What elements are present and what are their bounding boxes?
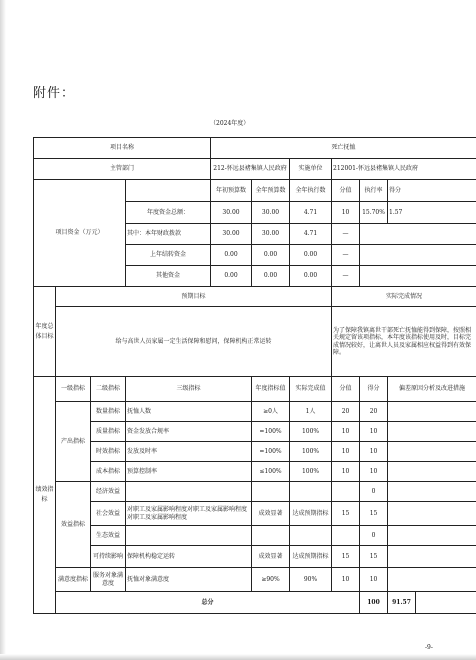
sustainable-target: 成效显著: [252, 546, 290, 568]
quality-name: 质量指标: [91, 422, 126, 442]
quantity-name: 数量指标: [91, 402, 126, 422]
service-score: 10: [332, 568, 360, 592]
ecological-deviation: [388, 526, 476, 546]
row-quantity: [34, 402, 476, 422]
overall-goal-label: 年度总体目标: [34, 287, 56, 377]
year-label: （2024年度）: [210, 120, 250, 127]
carryover-initial: 0.00: [211, 245, 252, 266]
expected-goal-text: 给与高世人员家属一定生活保障和慰问，保障机构正常运转: [56, 307, 332, 377]
row-indicator-header: [34, 377, 476, 402]
deviation-header: 偏差原因分析及改进措施: [388, 377, 476, 402]
economic-actual: [290, 482, 332, 502]
level2-header: 二级指标: [91, 377, 126, 402]
impl-unit-value: 212001-怀远县褚集镇人民政府: [332, 159, 476, 180]
quality-deviation: [388, 422, 476, 442]
cost-actual: 100%: [290, 462, 332, 482]
sustainable-score: 15: [332, 546, 360, 568]
performance-evaluation-table: [33, 137, 476, 614]
other-blank: [360, 266, 476, 287]
social-got: 15: [360, 502, 388, 526]
got-score-header: 得分: [360, 377, 388, 402]
fiscal-initial: 30.00: [211, 224, 252, 245]
ecological-target: [252, 526, 290, 546]
row-project-name: [34, 138, 476, 159]
quality-item: 资金发放合规率: [126, 422, 252, 442]
ecological-score: [332, 526, 360, 546]
level1-header: 一级指标: [56, 377, 91, 402]
other-score: —: [332, 266, 360, 287]
service-got: 10: [360, 568, 388, 592]
total-initial: 30.00: [211, 202, 252, 224]
project-name-label: 项目名称: [34, 138, 211, 159]
sustainable-item: 保障机构稳定运转: [126, 546, 252, 568]
col-score: 分值: [332, 180, 360, 202]
carryover-label: 上年结转资金: [126, 245, 211, 266]
dept-value: 212-怀远县褚集镇人民政府: [211, 159, 290, 180]
quantity-score: 20: [332, 402, 360, 422]
economic-got: 0: [360, 482, 388, 502]
row-goal-content: [34, 307, 476, 377]
fiscal-executed: 4.71: [290, 224, 332, 245]
row-total: [34, 592, 476, 614]
total-score: 10: [332, 202, 360, 224]
carryover-score: —: [332, 245, 360, 266]
quality-score: 10: [332, 422, 360, 442]
service-actual: 90%: [290, 568, 332, 592]
cost-item: 预算控制率: [126, 462, 252, 482]
fiscal-score: —: [332, 224, 360, 245]
total-full: 30.00: [252, 202, 290, 224]
actual-result-header: 实际完成情况: [332, 287, 476, 307]
carryover-blank: [360, 245, 476, 266]
fiscal-full: 30.00: [252, 224, 290, 245]
total-deviation: [416, 592, 476, 614]
ecological-name: 生态效益: [91, 526, 126, 546]
row-social: [34, 502, 476, 526]
cost-deviation: [388, 462, 476, 482]
other-full: 0.00: [252, 266, 290, 287]
timeliness-actual: 100%: [290, 442, 332, 462]
social-target: 成效显著: [252, 502, 290, 526]
benefit-indicator-label: 效益指标: [56, 482, 91, 568]
page-number: -9-: [425, 644, 433, 651]
economic-deviation: [388, 482, 476, 502]
service-name: 服务对象满意度: [91, 568, 126, 592]
fiscal-blank: [360, 224, 476, 245]
total-executed: 4.71: [290, 202, 332, 224]
service-item: 抚恤对象满意度: [126, 568, 252, 592]
row-funds-header: [34, 180, 476, 202]
sustainable-name: 可持续影响: [91, 546, 126, 568]
other-initial: 0.00: [211, 266, 252, 287]
expected-goal-header: 预期目标: [56, 287, 332, 307]
quantity-got: 20: [360, 402, 388, 422]
quantity-actual: 1人: [290, 402, 332, 422]
performance-label: 绩效指标: [34, 377, 56, 614]
timeliness-got: 10: [360, 442, 388, 462]
total-got-sum: 91.57: [388, 592, 416, 614]
quality-actual: 100%: [290, 422, 332, 442]
service-deviation: [388, 568, 476, 592]
row-timeliness: [34, 442, 476, 462]
col-exec-rate: 执行率: [360, 180, 388, 202]
actual-result-text: 为了保障我镇离世干部死亡抚恤能得到保障，按照相关规定留该项指标，本年度该指标使用及时，目标完成情况较好，让离世人员及家属相应权益得到有效保障。: [332, 307, 476, 377]
ecological-actual: [290, 526, 332, 546]
col-budget-initial: 年初预算数: [211, 180, 252, 202]
row-ecological: [34, 526, 476, 546]
attachment-label: 附件：: [33, 86, 76, 101]
project-name-value: 死亡抚恤: [211, 138, 476, 159]
economic-item: [126, 482, 252, 502]
funds-header-blank: [126, 180, 211, 202]
cost-name: 成本指标: [91, 462, 126, 482]
timeliness-target: =100%: [252, 442, 290, 462]
total-score-sum: 100: [360, 592, 388, 614]
row-economic: [34, 482, 476, 502]
col-budget-full: 全年预算数: [252, 180, 290, 202]
quality-got: 10: [360, 422, 388, 442]
quantity-target: ≥0人: [252, 402, 290, 422]
service-target: ≥90%: [252, 568, 290, 592]
economic-target: [252, 482, 290, 502]
economic-score: [332, 482, 360, 502]
actual-value-header: 实际完成值: [290, 377, 332, 402]
row-goal-header: [34, 287, 476, 307]
other-label: 其他资金: [126, 266, 211, 287]
cost-score: 10: [332, 462, 360, 482]
impl-unit-label: 实施单位: [290, 159, 332, 180]
row-quality: [34, 422, 476, 442]
output-indicator-label: 产出指标: [56, 402, 91, 482]
satisfaction-indicator-label: 满意度指标: [56, 568, 91, 592]
ecological-got: 0: [360, 526, 388, 546]
row-dept: [34, 159, 476, 180]
carryover-full: 0.00: [252, 245, 290, 266]
funds-label: 项目资金（万元）: [34, 180, 126, 287]
social-item: 对职工及家属影响程度对职工及家属影响程度对职工及家属影响程度: [126, 502, 252, 526]
col-got: 得分: [388, 180, 476, 202]
timeliness-score: 10: [332, 442, 360, 462]
social-name: 社会效益: [91, 502, 126, 526]
col-executed: 全年执行数: [290, 180, 332, 202]
level3-header: 三级指标: [126, 377, 252, 402]
annual-target-header: 年度指标值: [252, 377, 290, 402]
other-executed: 0.00: [290, 266, 332, 287]
quality-target: =100%: [252, 422, 290, 442]
total-label: 总分: [56, 592, 360, 614]
cost-got: 10: [360, 462, 388, 482]
social-actual: 达成预期指标: [290, 502, 332, 526]
sustainable-deviation: [388, 546, 476, 568]
economic-name: 经济效益: [91, 482, 126, 502]
ecological-item: [126, 526, 252, 546]
total-rate: 15.70%: [360, 202, 388, 224]
fiscal-label: 其中：本年财政拨款: [126, 224, 211, 245]
quantity-deviation: [388, 402, 476, 422]
total-got: 1.57: [388, 202, 476, 224]
dept-label: 主管部门: [34, 159, 211, 180]
score-header: 分值: [332, 377, 360, 402]
timeliness-name: 时效指标: [91, 442, 126, 462]
social-deviation: [388, 502, 476, 526]
timeliness-deviation: [388, 442, 476, 462]
cost-target: ≤100%: [252, 462, 290, 482]
social-score: 15: [332, 502, 360, 526]
timeliness-item: 发放及时率: [126, 442, 252, 462]
row-sustainable: [34, 546, 476, 568]
sustainable-actual: 达成预期指标: [290, 546, 332, 568]
annual-total-label: 年度资金总额：: [126, 202, 211, 224]
page-edge-left: [0, 0, 6, 660]
row-satisfaction: [34, 568, 476, 592]
row-cost: [34, 462, 476, 482]
page-edge-bottom: [0, 654, 476, 660]
quantity-item: 抚恤人数: [126, 402, 252, 422]
sustainable-got: 15: [360, 546, 388, 568]
carryover-executed: 0.00: [290, 245, 332, 266]
